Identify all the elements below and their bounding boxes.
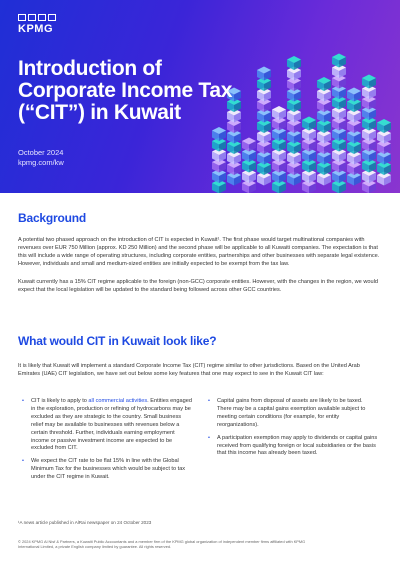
- highlight-link[interactable]: all commercial activities: [88, 398, 148, 404]
- bullet-text: CIT is likely to apply to: [31, 398, 89, 404]
- website-link[interactable]: kpmg.com/kw: [18, 158, 64, 167]
- page-title: [18, 58, 268, 124]
- bullet-capital-gains: • Capital gains from disposal of assets are likely to be taxed. There may be a capital gains exemption available subject to meeting certain conditions (for example, for entity reorganizations).: [208, 398, 378, 430]
- publication-date: October 2024: [18, 148, 64, 157]
- background-paragraph-2: Kuwait currently has a 15% CIT regime applicable to the foreign (non-GCC) corporate entities. However, with the changes in the region, we would expect that the local legislation will be updated to the standard being followed across other GCC countries.: [18, 279, 378, 293]
- title-line: (“CIT”) in Kuwait: [18, 101, 181, 124]
- title-line: Introduction of: [18, 57, 162, 80]
- background-paragraph-1: A potential two phased approach on the introduction of CIT is expected in Kuwait¹. The first phase would target multinational companies with revenues over EUR 750 Million (approx. KD 250 Million) and the second phase will be applicable to all Kuwaiti companies. The expectation is that this will include a wide range of operating structures, including corporate entities, partnerships and other businesses with separate legal existence. However, individuals and small and medium-sized entities are initially expected to be exempt from the tax law.: [18, 237, 380, 267]
- bullet-participation-exemption: • A participation exemption may apply to dividends or capital gains received from qualifying foreign or local subsidiaries or the basis that this income has already been taxed.: [208, 435, 378, 459]
- bullet-text: . Entities engaged in the exploration, production or refining of hydrocarbons may be excluded as they are strategic to the country. Small business relief may be available to businesses with revenues below a certain threshold. Further, individuals earning employment income or passive investment income are expected to be excluded from CIT.: [31, 398, 192, 452]
- title-line: Corporate Income Tax: [18, 79, 233, 102]
- logo-mark-icon: [18, 14, 56, 21]
- bullet-commercial-activities: [22, 398, 192, 453]
- legal-notice: © 2024 KPMG Al Nisf & Partners, a Kuwaiti Public Accountants and a member firm of the KPMG global organization of independent member firms affiliated with KPMG International Limited, a private English company limited by guarantee. All rights reserved.: [18, 539, 306, 550]
- hero-banner: [0, 0, 400, 193]
- background-heading: Background: [18, 211, 87, 225]
- bullet-cit-rate: [22, 458, 192, 482]
- look-like-intro: It is likely that Kuwait will implement a standard Corporate Income Tax (CIT) regime similar to other jurisdictions. Based on the United Arab Emirates (UAE) CIT legislation, we have set out below some key features that one may expect to see in the Kuwait CIT law:: [18, 363, 360, 377]
- kpmg-logo: [18, 14, 56, 35]
- look-like-heading: What would CIT in Kuwait look like?: [18, 334, 217, 348]
- bullet-text: We expect the CIT rate to be flat 15% in line with the Global Minimum Tax for the businesses which would be subject to tax under the CIT regime in Kuwait.: [31, 458, 186, 481]
- right-bullet-column: [208, 398, 378, 463]
- footnote: ¹A news article published in AlRai newspaper on 24 October 2023: [18, 520, 152, 525]
- logo-text: KPMG: [18, 23, 53, 35]
- left-bullet-column: [22, 398, 192, 487]
